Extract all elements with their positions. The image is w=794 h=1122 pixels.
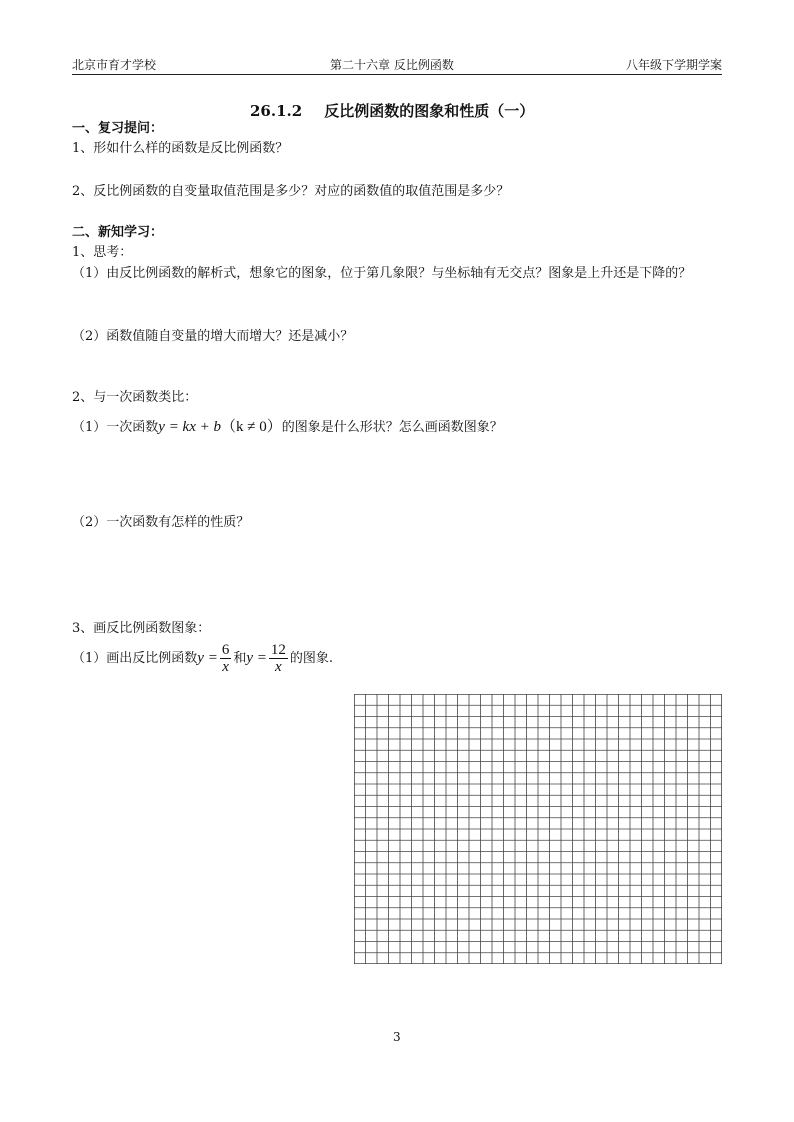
fraction1-denominator: x xyxy=(222,659,229,675)
fraction2-denominator: x xyxy=(275,659,282,675)
question-1: 1、形如什么样的函数是反比例函数？ xyxy=(72,141,289,156)
title-text: 反比例函数的图象和性质（一） xyxy=(324,102,535,120)
fraction-6-over-x xyxy=(220,642,232,675)
header-grade: 八年级下学期学案 xyxy=(625,58,722,72)
page-header xyxy=(72,58,722,75)
question-2: 2、反比例函数的自变量取值范围是多少？对应的函数值的取值范围是多少？ xyxy=(72,184,510,199)
and-text: 和 xyxy=(233,651,247,666)
page-title xyxy=(250,100,550,121)
item2-question-1 xyxy=(72,418,503,437)
page-number: 3 xyxy=(393,1030,401,1044)
section2-heading: 二、新知学习： xyxy=(72,225,164,240)
section1-heading: 一、复习提问： xyxy=(72,121,164,136)
linear-formula: y = kx + b xyxy=(158,419,221,435)
item2-q1-suffix: 的图象是什么形状？怎么画函数图象？ xyxy=(281,420,503,435)
fraction2-numerator: 12 xyxy=(270,642,286,658)
linear-condition: （k ≠ 0） xyxy=(221,419,282,435)
fraction1-numerator: 6 xyxy=(221,642,230,658)
item2-question-2: （2）一次函数有怎样的性质？ xyxy=(72,515,250,530)
formula2-lhs: y = xyxy=(246,650,267,666)
fraction-12-over-x xyxy=(269,642,288,675)
header-chapter: 第二十六章 反比例函数 xyxy=(330,58,454,72)
header-school: 北京市育才学校 xyxy=(72,58,157,72)
item3-question-1 xyxy=(72,640,333,677)
item2-label: 2、与一次函数类比： xyxy=(72,390,198,405)
item1-label: 1、思考： xyxy=(72,245,133,260)
section-number: 26.1.2 xyxy=(250,102,303,120)
item3-q1-prefix: （1）画出反比例函数 xyxy=(72,651,198,666)
formula1-lhs: y = xyxy=(197,650,218,666)
item1-question-2: （2）函数值随自变量的增大而增大？还是减小？ xyxy=(72,329,354,344)
graph-grid xyxy=(354,694,722,964)
item1-question-1: （1）由反比例函数的解析式，想象它的图象，位于第几象限？与坐标轴有无交点？图象是上升还是下降的？ xyxy=(72,266,692,281)
item3-q1-suffix: 的图象. xyxy=(289,651,333,666)
item2-q1-prefix: （1）一次函数 xyxy=(72,420,159,435)
item3-label: 3、画反比例函数图象： xyxy=(72,621,211,636)
